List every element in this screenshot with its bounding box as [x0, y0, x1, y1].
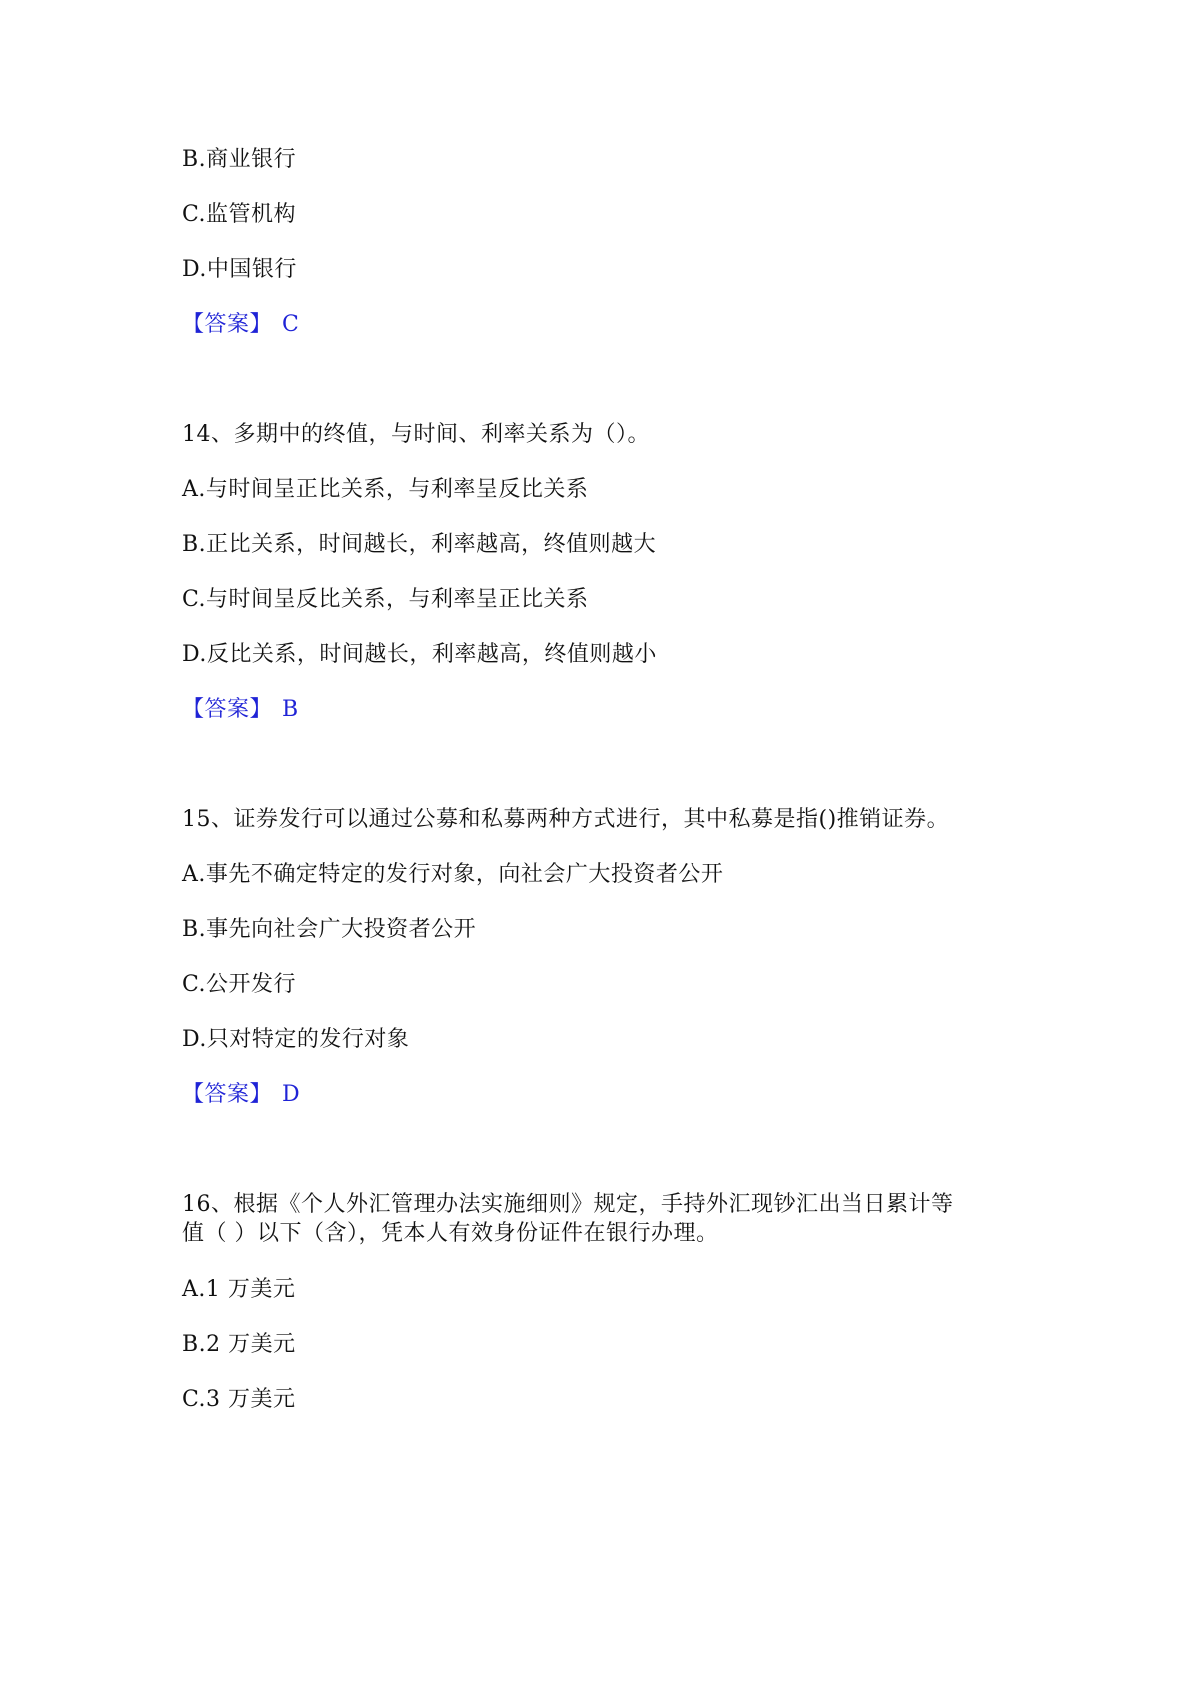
option-d: D.只对特定的发行对象 [182, 1027, 410, 1052]
answer-line [182, 312, 299, 338]
option-b: B.正比关系，时间越长，利率越高，终值则越大 [182, 532, 657, 557]
option-b: B.商业银行 [182, 147, 297, 172]
option-c: C.3 万美元 [182, 1387, 296, 1412]
question-text-line-1: 16、根据《个人外汇管理办法实施细则》规定，手持外汇现钞汇出当日累计等 [182, 1192, 954, 1217]
option-c: C.公开发行 [182, 972, 297, 997]
option-a: A.1 万美元 [182, 1277, 296, 1302]
option-b: B.2 万美元 [182, 1332, 296, 1357]
question-text-line-2: 值（ ）以下（含），凭本人有效身份证件在银行办理。 [182, 1221, 719, 1246]
option-c: C.监管机构 [182, 202, 297, 227]
answer-value: B [282, 697, 299, 722]
option-b: B.事先向社会广大投资者公开 [182, 917, 477, 942]
option-d: D.中国银行 [182, 257, 297, 282]
option-a: A.与时间呈正比关系，与利率呈反比关系 [182, 477, 589, 502]
answer-line [182, 697, 299, 723]
answer-label: 【答案】 [182, 1082, 273, 1107]
answer-label: 【答案】 [182, 697, 273, 722]
answer-value: C [282, 312, 300, 337]
answer-value: D [282, 1082, 301, 1107]
answer-label: 【答案】 [182, 312, 273, 337]
option-d: D.反比关系，时间越长，利率越高，终值则越小 [182, 642, 657, 667]
answer-line [182, 1082, 300, 1108]
option-c: C.与时间呈反比关系，与利率呈正比关系 [182, 587, 589, 612]
option-a: A.事先不确定特定的发行对象，向社会广大投资者公开 [182, 862, 724, 887]
question-text: 15、证券发行可以通过公募和私募两种方式进行，其中私募是指()推销证券。 [182, 807, 950, 832]
question-text: 14、多期中的终值，与时间、利率关系为（）。 [182, 422, 650, 447]
